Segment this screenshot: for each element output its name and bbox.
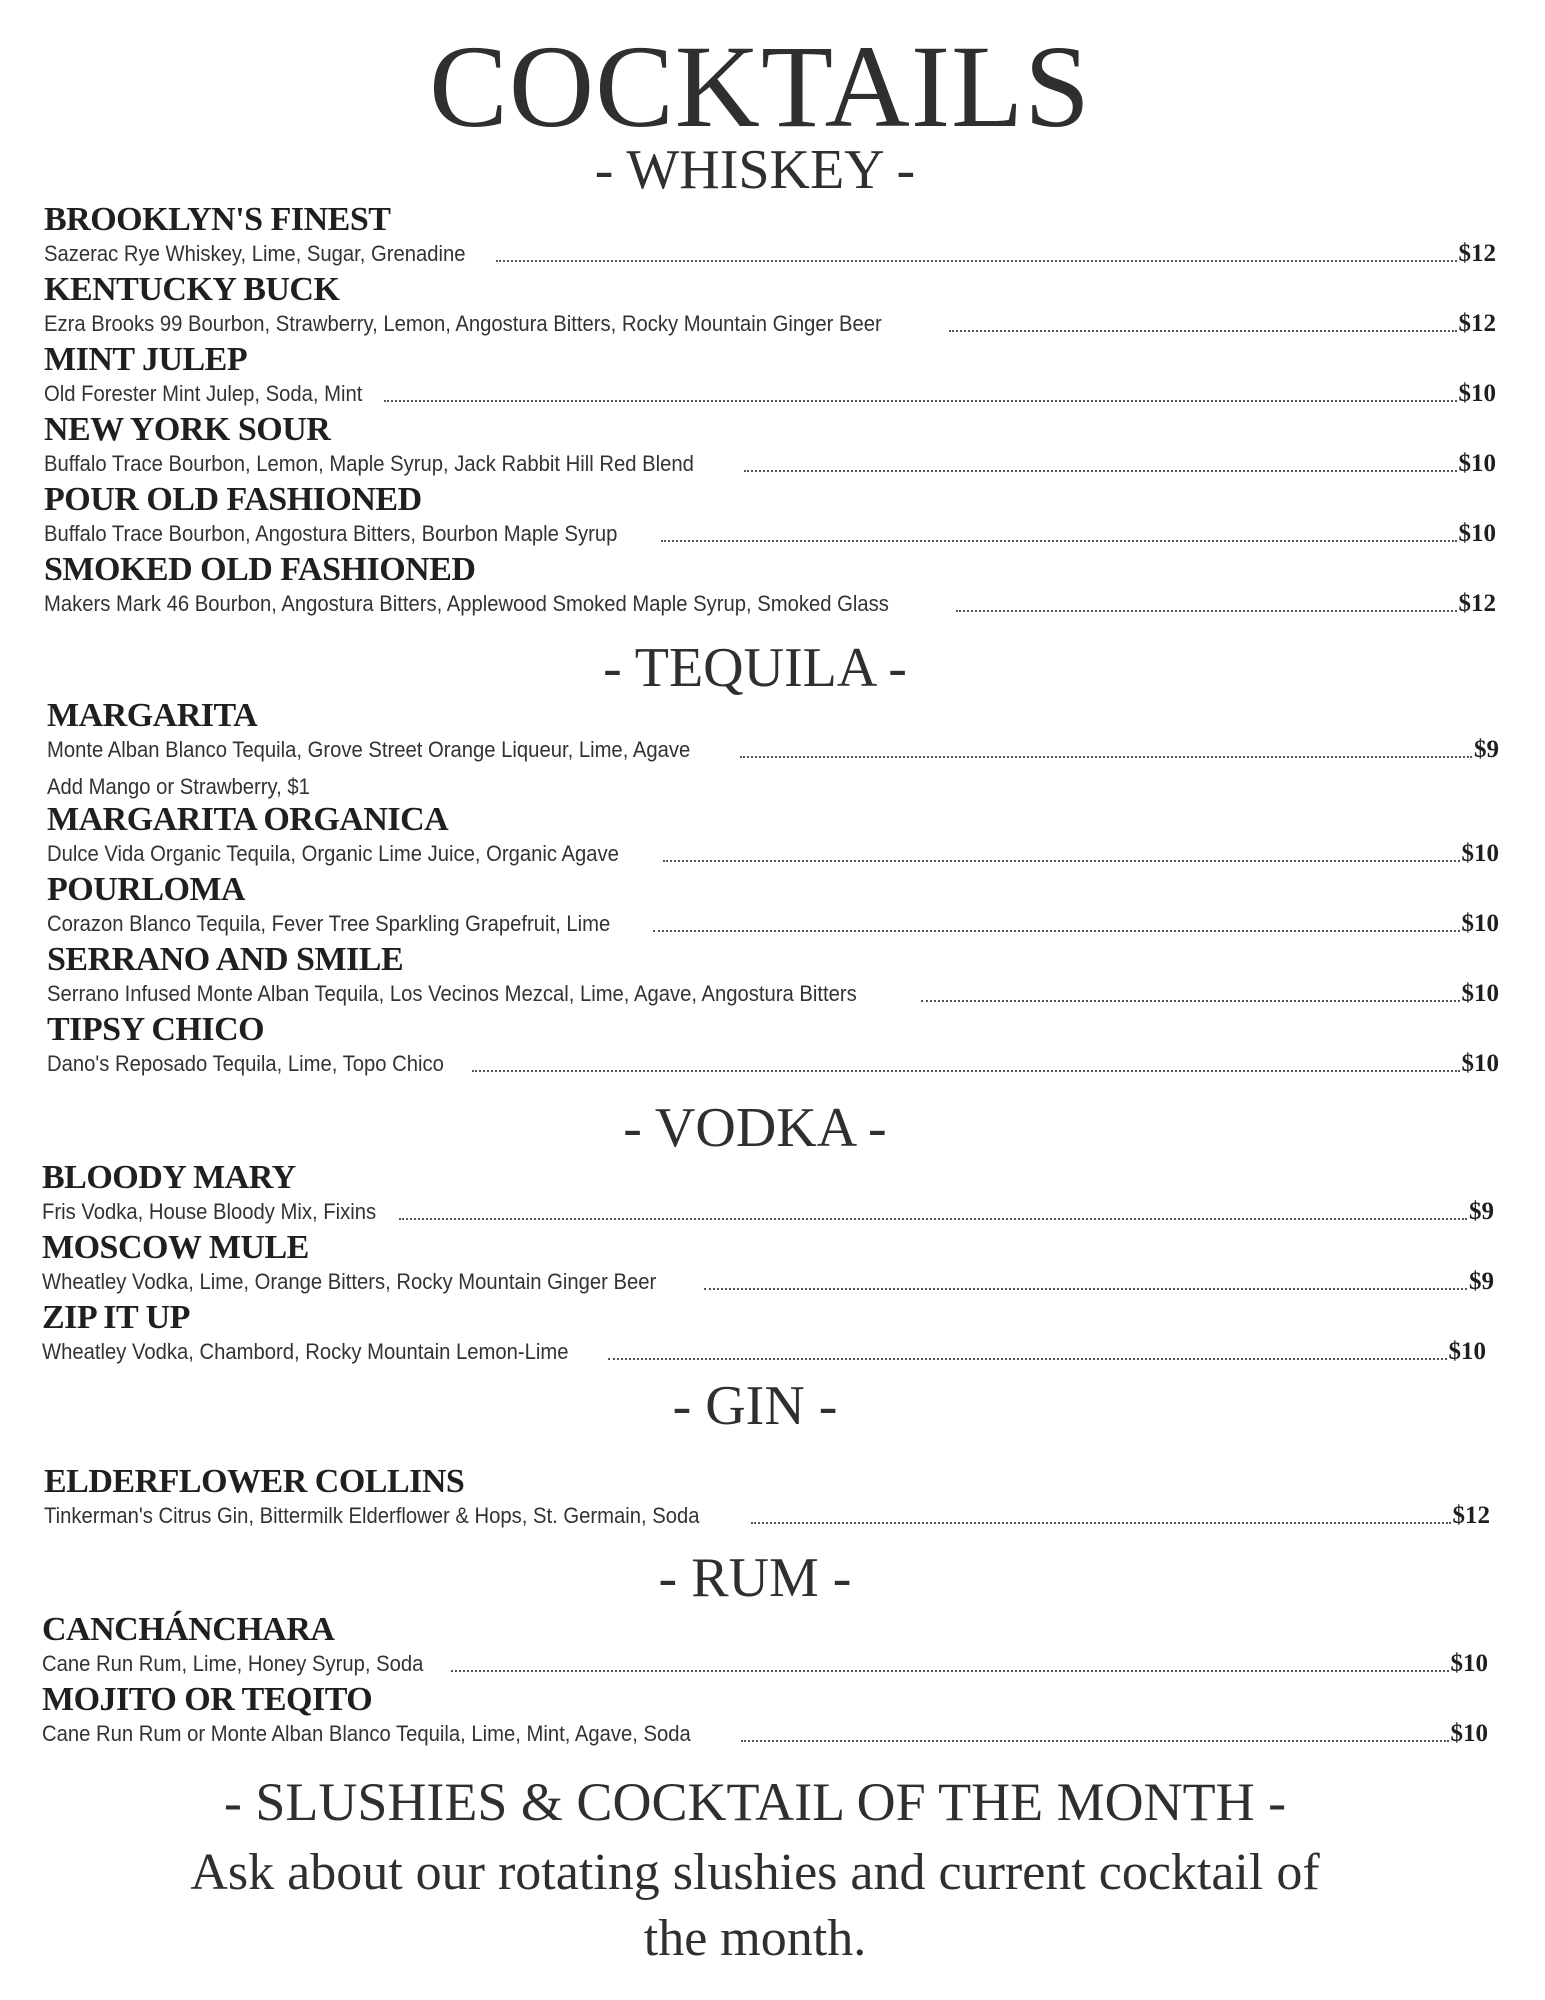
item-name: ELDERFLOWER COLLINS <box>44 1463 465 1500</box>
dot-leader <box>921 1000 1459 1002</box>
menu-item <box>42 1298 1486 1368</box>
item-price: $12 <box>1452 1502 1490 1529</box>
dot-leader <box>472 1070 1459 1072</box>
section-heading-whiskey: - WHISKEY - <box>594 139 916 201</box>
dot-leader <box>741 1740 1448 1742</box>
dot-leader <box>653 930 1459 932</box>
item-description: Ezra Brooks 99 Bourbon, Strawberry, Lemon, Angostura Bitters, Rocky Mountain Ginger Beer <box>44 311 882 336</box>
menu-item <box>47 870 1499 940</box>
dot-leader <box>949 330 1457 332</box>
item-price: $12 <box>1458 240 1496 267</box>
section-heading-rum: - RUM - <box>658 1547 852 1609</box>
item-price: $9 <box>1474 736 1499 763</box>
menu-item <box>47 800 1499 870</box>
dot-leader <box>663 860 1460 862</box>
section-heading-gin: - GIN - <box>672 1375 838 1437</box>
menu-item <box>44 480 1496 550</box>
item-note: Add Mango or Strawberry, $1 <box>47 774 310 799</box>
item-price: $10 <box>1461 980 1499 1007</box>
item-price: $10 <box>1461 840 1499 867</box>
item-name: POUR OLD FASHIONED <box>44 481 422 518</box>
item-price: $10 <box>1458 450 1496 477</box>
item-description: Makers Mark 46 Bourbon, Angostura Bitters, Applewood Smoked Maple Syrup, Smoked Glass <box>44 591 889 616</box>
item-description: Buffalo Trace Bourbon, Lemon, Maple Syrup, Jack Rabbit Hill Red Blend <box>44 451 694 476</box>
item-price: $10 <box>1448 1338 1486 1365</box>
item-name: CANCHÁNCHARA <box>42 1611 335 1648</box>
dot-leader <box>751 1522 1451 1524</box>
menu-item <box>42 1228 1494 1298</box>
item-name: MARGARITA <box>47 697 258 734</box>
menu-item <box>44 1462 1490 1532</box>
item-price: $10 <box>1461 910 1499 937</box>
item-name: MINT JULEP <box>44 341 248 378</box>
dot-leader <box>399 1218 1467 1220</box>
item-name: ZIP IT UP <box>42 1299 190 1336</box>
item-name: NEW YORK SOUR <box>44 411 331 448</box>
menu-item <box>44 340 1496 410</box>
section-heading-vodka: - VODKA - <box>623 1097 887 1159</box>
item-price: $10 <box>1450 1650 1488 1677</box>
menu-item <box>44 410 1496 480</box>
item-name: BROOKLYN'S FINEST <box>44 201 391 238</box>
item-description: Serrano Infused Monte Alban Tequila, Los Vecinos Mezcal, Lime, Agave, Angostura Bitters <box>47 981 857 1006</box>
dot-leader <box>704 1288 1467 1290</box>
item-name: MOSCOW MULE <box>42 1229 309 1266</box>
item-description: Sazerac Rye Whiskey, Lime, Sugar, Grenadine <box>44 241 466 266</box>
menu-item <box>47 696 1499 766</box>
item-name: KENTUCKY BUCK <box>44 271 340 308</box>
section-heading-tequila: - TEQUILA - <box>603 637 907 699</box>
item-name: SERRANO AND SMILE <box>47 941 404 978</box>
item-description: Tinkerman's Citrus Gin, Bittermilk Elderflower & Hops, St. Germain, Soda <box>44 1503 700 1528</box>
dot-leader <box>740 756 1472 758</box>
item-name: SMOKED OLD FASHIONED <box>44 551 476 588</box>
item-description: Corazon Blanco Tequila, Fever Tree Sparkling Grapefruit, Lime <box>47 911 611 936</box>
dot-leader <box>451 1670 1449 1672</box>
item-name: MOJITO OR TEQITO <box>42 1681 373 1718</box>
menu-item <box>42 1610 1488 1680</box>
dot-leader <box>608 1358 1446 1360</box>
menu-item <box>42 1680 1488 1750</box>
item-name: MARGARITA ORGANICA <box>47 801 449 838</box>
menu-item <box>47 1010 1499 1080</box>
dot-leader <box>661 540 1456 542</box>
menu-item <box>44 270 1496 340</box>
item-name: POURLOMA <box>47 871 246 908</box>
item-description: Wheatley Vodka, Chambord, Rocky Mountain Lemon-Lime <box>42 1339 569 1364</box>
item-description: Buffalo Trace Bourbon, Angostura Bitters, Bourbon Maple Syrup <box>44 521 618 546</box>
item-price: $10 <box>1458 520 1496 547</box>
dot-leader <box>956 610 1456 612</box>
item-description: Old Forester Mint Julep, Soda, Mint <box>44 381 363 406</box>
item-description: Dulce Vida Organic Tequila, Organic Lime Juice, Organic Agave <box>47 841 619 866</box>
slushies-heading: - SLUSHIES & COCKTAIL OF THE MONTH - <box>223 1772 1287 1832</box>
menu-item <box>42 1158 1494 1228</box>
item-description: Monte Alban Blanco Tequila, Grove Street Orange Liqueur, Lime, Agave <box>47 737 691 762</box>
item-price: $9 <box>1469 1268 1494 1295</box>
item-description: Dano's Reposado Tequila, Lime, Topo Chico <box>47 1051 444 1076</box>
item-price: $12 <box>1458 590 1496 617</box>
item-price: $10 <box>1461 1050 1499 1077</box>
menu-title: COCKTAILS <box>429 21 1091 152</box>
item-description: Cane Run Rum or Monte Alban Blanco Tequila, Lime, Mint, Agave, Soda <box>42 1721 691 1746</box>
item-price: $10 <box>1458 380 1496 407</box>
dot-leader <box>744 470 1456 472</box>
item-name: TIPSY CHICO <box>47 1011 265 1048</box>
item-name: BLOODY MARY <box>42 1159 296 1196</box>
item-price: $12 <box>1458 310 1496 337</box>
dot-leader <box>384 400 1456 402</box>
slushies-text: Ask about our rotating slushies and current cocktail of the month. <box>190 1844 1320 1967</box>
item-price: $10 <box>1450 1720 1488 1747</box>
menu-item <box>47 940 1499 1010</box>
menu-item <box>44 550 1496 620</box>
item-description: Wheatley Vodka, Lime, Orange Bitters, Rocky Mountain Ginger Beer <box>42 1269 657 1294</box>
dot-leader <box>496 260 1456 262</box>
item-description: Fris Vodka, House Bloody Mix, Fixins <box>42 1199 377 1224</box>
item-description: Cane Run Rum, Lime, Honey Syrup, Soda <box>42 1651 424 1676</box>
menu-item <box>44 200 1496 270</box>
item-price: $9 <box>1469 1198 1494 1225</box>
